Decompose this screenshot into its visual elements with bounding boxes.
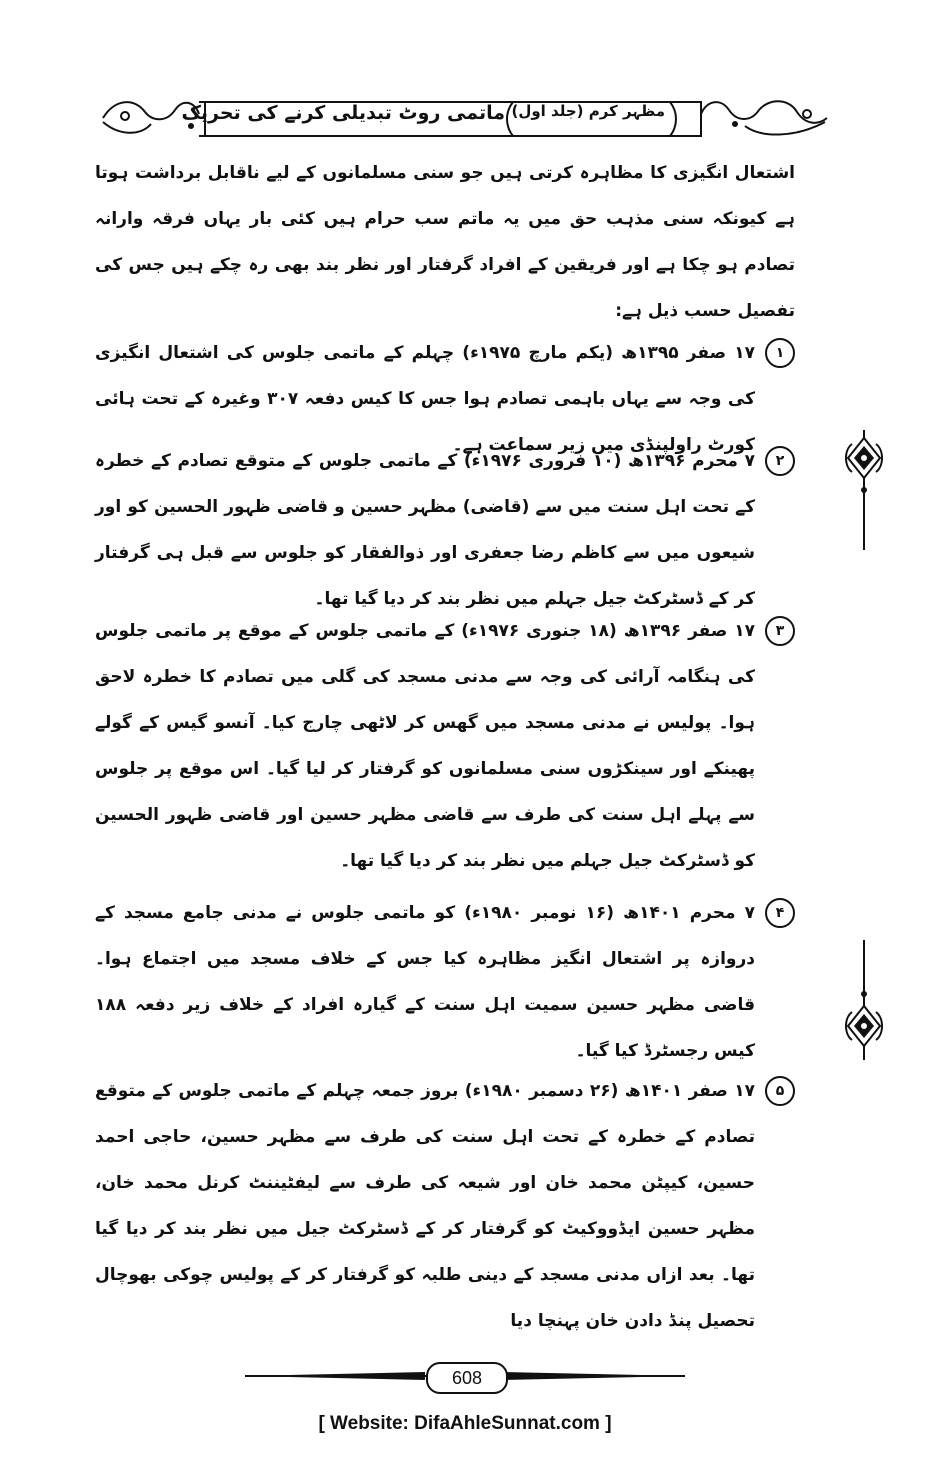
item-text: ۱۷ صفر ۱۳۹۵ھ (یکم مارچ ۱۹۷۵ء) چہلم کے ماتمی جلوس کی اشتعال انگیزی کی وجہ سے یہاں باہمی تصادم ہوا جس کا کیس دفعہ ۳۰۷ وغیرہ کے تحت ہائی کورٹ راولپنڈی میں زیر سماعت ہے۔ xyxy=(95,343,755,455)
item-number: ۳ xyxy=(765,616,795,646)
item-text: ۱۷ صفر ۱۴۰۱ھ (۲۶ دسمبر ۱۹۸۰ء) بروز جمعہ چہلم کے ماتمی جلوس کے متوقع تصادم کے خطرہ کے تحت اہل سنت کی طرف سے مظہر حسین، حاجی احمد حسین، کیپٹن محمد خان اور شیعہ کی طرف سے لیفٹیننٹ کرنل محمد خان، مظہر حسین ایڈووکیٹ کو گرفتار کر کے ڈسٹرکٹ جیل میں نظر بند کر دیا گیا تھا۔ بعد ازاں مدنی مسجد کے دینی طلبہ کو گرفتار کر کے پولیس چوکی بھوچال تحصیل پنڈ دادن خان پہنچا دیا xyxy=(95,1081,755,1331)
item-number: ۱ xyxy=(765,338,795,368)
list-item xyxy=(95,608,795,884)
list-item xyxy=(95,890,795,1074)
website-credit: [ Website: DifaAhleSunnat.com ] xyxy=(318,1413,612,1434)
list-item xyxy=(95,1068,795,1344)
item-text: ۷ محرم ۱۴۰۱ھ (۱۶ نومبر ۱۹۸۰ء) کو ماتمی جلوس نے مدنی جامع مسجد کے دروازہ پر اشتعال انگیز مظاہرہ کیا جس کے خلاف مسجد میں اجتماع ہوا۔ قاضی مظہر حسین سمیت اہل سنت کے گیارہ افراد کے خلاف زیر دفعہ ۱۸۸ کیس رجسٹرڈ کیا گیا۔ xyxy=(95,903,755,1061)
intro-paragraph: اشتعال انگیزی کا مظاہرہ کرتی ہیں جو سنی مسلمانوں کے لیے ناقابل برداشت ہوتا ہے کیونکہ سنی مذہب حق میں یہ ماتم سب حرام ہیں کئی بار یہاں فرقہ وارانہ تصادم ہو چکا ہے اور فریقین کے افراد گرفتار اور نظر بند بھی رہ چکے ہیں جس کی تفصیل حسب ذیل ہے: xyxy=(95,163,795,321)
side-ornament-bottom-icon xyxy=(842,940,886,1060)
list-item xyxy=(95,438,795,622)
item-number: ۵ xyxy=(765,1076,795,1106)
item-number: ۲ xyxy=(765,446,795,476)
item-number: ۴ xyxy=(765,898,795,928)
page-number: 608 xyxy=(426,1362,508,1394)
item-text: ۱۷ صفر ۱۳۹۶ھ (۱۸ جنوری ۱۹۷۶ء) کے ماتمی جلوس کے موقع پر ماتمی جلوس کی ہنگامہ آرائی کی وجہ سے مدنی مسجد کی گلی میں تصادم کا خطرہ لاحق ہوا۔ پولیس نے مدنی مسجد میں گھس کر لاٹھی چارج کیا۔ آنسو گیس کے گولے پھینکے اور سینکڑوں سنی مسلمانوں کو گرفتار کر لیا گیا۔ اس موقع پر جلوس سے پہلے اہل سنت کی طرف سے قاضی مظہر حسین اور قاضی ظہور الحسین کو ڈسٹرکٹ جیل جہلم میں نظر بند کر دیا گیا تھا۔ xyxy=(95,621,756,871)
page-header xyxy=(95,92,835,144)
book-title: مظہر کرم (جلد اول) xyxy=(511,102,665,120)
item-text: ۷ محرم ۱۳۹۶ھ (۱۰ فروری ۱۹۷۶ء) کے ماتمی جلوس کے متوقع تصادم کے خطرہ کے تحت اہل سنت میں سے (قاضی) مظہر حسین و قاضی ظہور الحسین کو اور شیعوں میں سے کاظم رضا جعفری اور ذوالفقار کو جلوس سے قبل ہی گرفتار کر کے ڈسٹرکٹ جیل جہلم میں نظر بند کر دیا گیا تھا۔ xyxy=(95,451,755,609)
side-ornament-top-icon xyxy=(842,430,886,550)
running-title: ماتمی روٹ تبدیلی کرنے کی تحریک xyxy=(181,102,505,124)
